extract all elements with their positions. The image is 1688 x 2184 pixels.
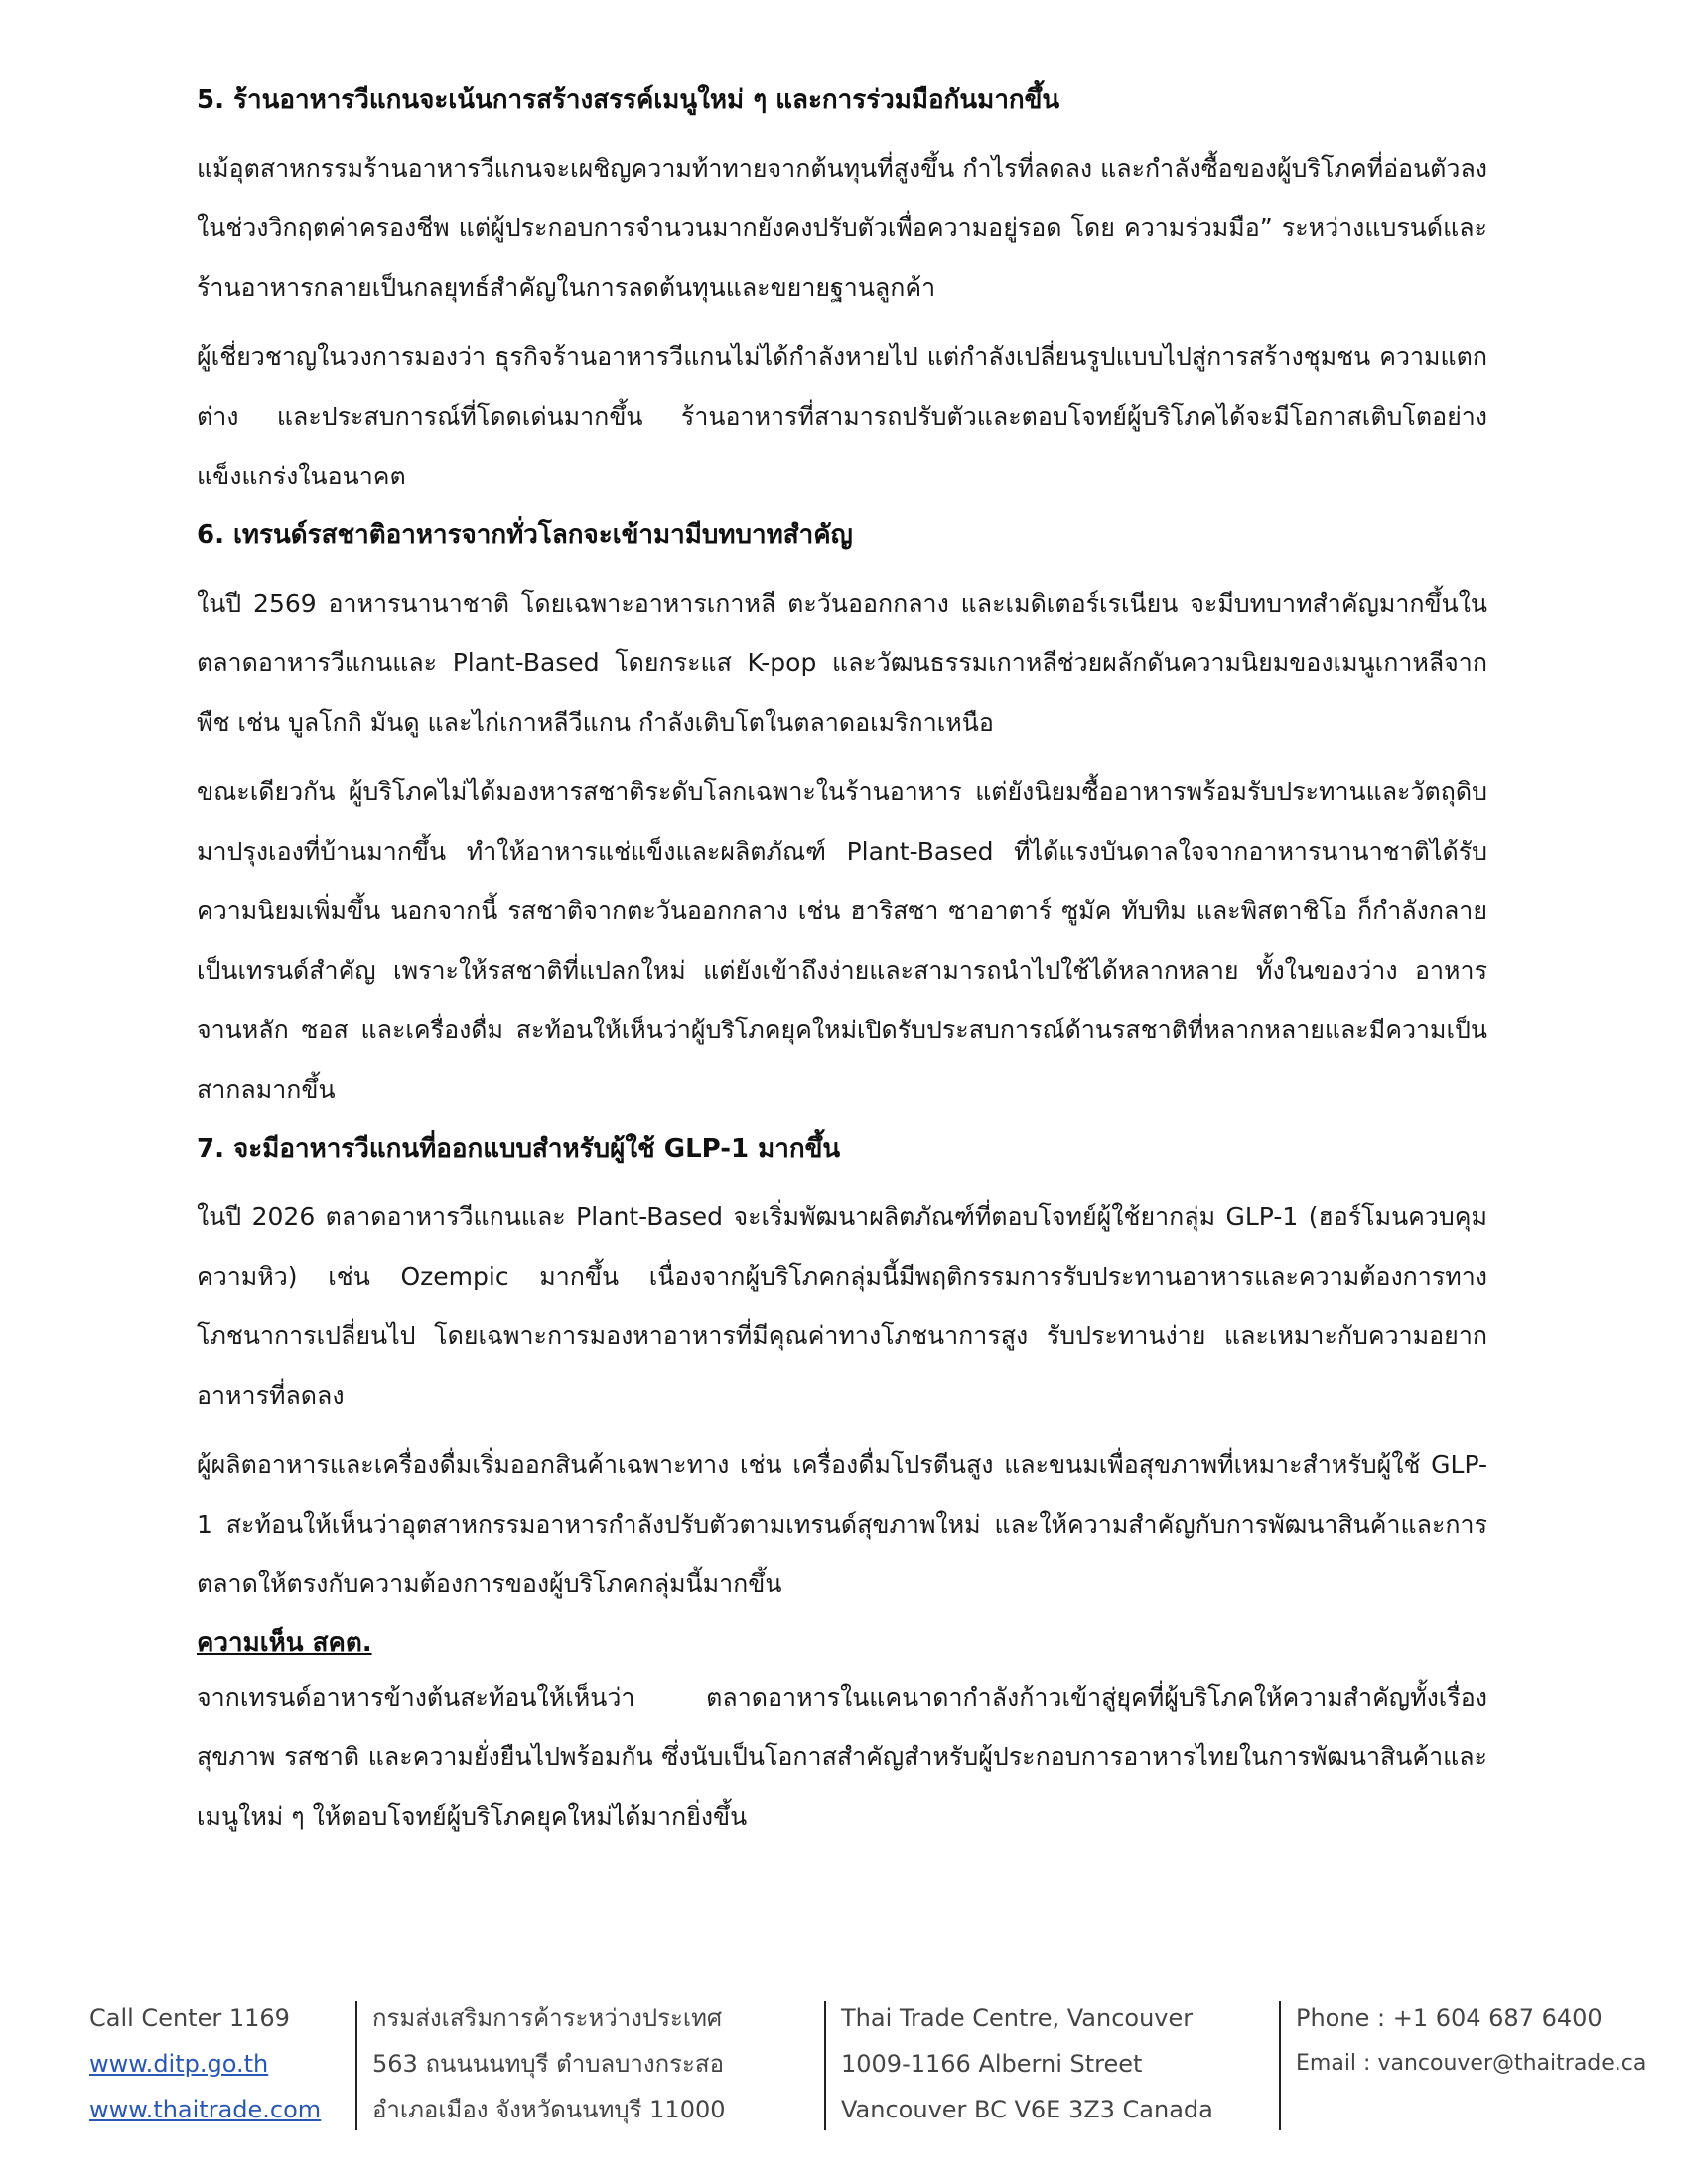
email-value: vancouver@thaitrade.ca bbox=[1377, 2051, 1647, 2076]
office-address-2: Vancouver BC V6E 3Z3 Canada bbox=[841, 2096, 1213, 2123]
phone-label: Phone : bbox=[1296, 2004, 1386, 2032]
phone-value: +1 604 687 6400 bbox=[1392, 2004, 1603, 2032]
footer-department-column bbox=[372, 1995, 726, 2139]
paragraph: ขณะเดียวกัน ผู้บริโภคไม่ได้มองหารสชาติระดับโลกเฉพาะในร้านอาหาร แต่ยังนิยมซื้ออาหารพร้อมรับประทานและวัตถุดิบมาปรุงเองที่บ้านมากขึ้น ทำให้อาหารแช่แข็งและผลิตภัณฑ์ Plant-Based ที่ได้แรงบันดาลใจจากอาหารนานาชาติได้รับความนิยมเพิ่มขึ้น นอกจากนี้ รสชาติจากตะวันออกกลาง เช่น ฮาริสซา ซาอาตาร์ ซูมัค ทับทิม และพิสตาชิโอ ก็กำลังกลายเป็นเทรนด์สำคัญ เพราะให้รสชาติที่แปลกใหม่ แต่ยังเข้าถึงง่ายและสามารถนำไปใช้ได้หลากหลาย ทั้งในของว่าง อาหารจานหลัก ซอส และเครื่องดื่ม สะท้อนให้เห็นว่าผู้บริโภคยุคใหม่เปิดรับประสบการณ์ด้านรสชาติที่หลากหลายและมีความเป็นสากลมากขึ้น bbox=[197, 777, 1487, 1104]
section-title: 7. จะมีอาหารวีแกนที่ออกแบบสำหรับผู้ใช้ GLP-1 มากขึ้น bbox=[197, 1134, 841, 1163]
footer-divider bbox=[1279, 2001, 1281, 2130]
section-title: 6. เทรนด์รสชาติอาหารจากทั่วโลกจะเข้ามามีบทบาทสำคัญ bbox=[197, 520, 853, 550]
department-address-1: 563 ถนนนนทบุรี ตำบลบางกระสอ bbox=[372, 2050, 724, 2078]
footer-divider bbox=[355, 2001, 357, 2130]
section-title: 5. ร้านอาหารวีแกนจะเน้นการสร้างสรรค์เมนูใหม่ ๆ และการร่วมมือกันมากขึ้น bbox=[197, 85, 1060, 115]
paragraph: แม้อุตสาหกรรมร้านอาหารวีแกนจะเผชิญความท้าทายจากต้นทุนที่สูงขึ้น กำไรที่ลดลง และกำลังซื้อของผู้บริโภคที่อ่อนตัวลงในช่วงวิกฤตค่าครองชีพ แต่ผู้ประกอบการจำนวนมากยังคงปรับตัวเพื่อความอยู่รอด โดย ความร่วมมือ” ระหว่างแบรนด์และร้านอาหารกลายเป็นกลยุทธ์สำคัญในการลดต้นทุนและขยายฐานลูกค้า bbox=[197, 154, 1487, 302]
thaitrade-link[interactable]: www.thaitrade.com bbox=[89, 2096, 322, 2123]
opinion-title: ความเห็น สคต. bbox=[197, 1628, 372, 1658]
paragraph: ในปี 2026 ตลาดอาหารวีแกนและ Plant-Based จะเริ่มพัฒนาผลิตภัณฑ์ที่ตอบโจทย์ผู้ใช้ยากลุ่ม GLP-1 (ฮอร์โมนควบคุมความหิว) เช่น Ozempic มากขึ้น เนื่องจากผู้บริโภคกลุ่มนี้มีพฤติกรรมการรับประทานอาหารและความต้องการทางโภชนาการเปลี่ยนไป โดยเฉพาะการมองหาอาหารที่มีคุณค่าทางโภชนาการสูง รับประทานง่าย และเหมาะกับความอยากอาหารที่ลดลง bbox=[197, 1202, 1487, 1410]
footer-divider bbox=[824, 2001, 826, 2130]
phone-line bbox=[1296, 1995, 1646, 2041]
office-address-1: 1009-1166 Alberni Street bbox=[841, 2050, 1143, 2078]
paragraph: ผู้เชี่ยวชาญในวงการมองว่า ธุรกิจร้านอาหารวีแกนไม่ได้กำลังหายไป แต่กำลังเปลี่ยนรูปแบบไปสู่การสร้างชุมชน ความแตกต่าง และประสบการณ์ที่โดดเด่นมากขึ้น ร้านอาหารที่สามารถปรับตัวและตอบโจทย์ผู้บริโภคได้จะมีโอกาสเติบโตอย่างแข็งแกร่งในอนาคต bbox=[197, 342, 1487, 490]
ditp-link[interactable]: www.ditp.go.th bbox=[89, 2050, 269, 2078]
opinion-section bbox=[197, 1624, 1487, 1846]
section-6 bbox=[197, 516, 1487, 1120]
opinion-text: จากเทรนด์อาหารข้างต้นสะท้อนให้เห็นว่า ตลาดอาหารในแคนาดากำลังก้าวเข้าสู่ยุคที่ผู้บริโภคให้ความสำคัญทั้งเรื่องสุขภาพ รสชาติ และความยั่งยืนไปพร้อมกัน ซึ่งนับเป็นโอกาสสำคัญสำหรับผู้ประกอบการอาหารไทยในการพัฒนาสินค้าและเมนูใหม่ ๆ ให้ตอบโจทย์ผู้บริโภคยุคใหม่ได้มากยิ่งขึ้น bbox=[197, 1683, 1487, 1831]
email-line bbox=[1296, 2041, 1646, 2087]
footer-office-column bbox=[841, 1995, 1213, 2139]
office-name: Thai Trade Centre, Vancouver bbox=[841, 2004, 1194, 2032]
email-label: Email : bbox=[1296, 2051, 1371, 2076]
section-7 bbox=[197, 1130, 1487, 1614]
department-name: กรมส่งเสริมการค้าระหว่างประเทศ bbox=[372, 2004, 723, 2032]
department-address-2: อำเภอเมือง จังหวัดนนทบุรี 11000 bbox=[372, 2096, 726, 2123]
document-body bbox=[197, 81, 1487, 1856]
section-5 bbox=[197, 81, 1487, 506]
footer-phone-email-column bbox=[1296, 1995, 1646, 2139]
paragraph: ในปี 2569 อาหารนานาชาติ โดยเฉพาะอาหารเกาหลี ตะวันออกกลาง และเมดิเตอร์เรเนียน จะมีบทบาทสำคัญมากขึ้นในตลาดอาหารวีแกนและ Plant-Based โดยกระแส K-pop และวัฒนธรรมเกาหลีช่วยผลักดันความนิยมของเมนูเกาหลีจากพืช เช่น บูลโกกิ มันดู และไก่เกาหลีวีแกน กำลังเติบโตในตลาดอเมริกาเหนือ bbox=[197, 589, 1487, 737]
paragraph: ผู้ผลิตอาหารและเครื่องดื่มเริ่มออกสินค้าเฉพาะทาง เช่น เครื่องดื่มโปรตีนสูง และขนมเพื่อสุขภาพที่เหมาะสำหรับผู้ใช้ GLP-1 สะท้อนให้เห็นว่าอุตสาหกรรมอาหารกำลังปรับตัวตามเทรนด์สุขภาพใหม่ และให้ความสำคัญกับการพัฒนาสินค้าและการตลาดให้ตรงกับความต้องการของผู้บริโภคกลุ่มนี้มากขึ้น bbox=[197, 1450, 1487, 1598]
call-center-text: Call Center 1169 bbox=[89, 2004, 290, 2032]
page-footer bbox=[89, 1995, 1647, 2139]
footer-contact-column bbox=[89, 1995, 321, 2139]
